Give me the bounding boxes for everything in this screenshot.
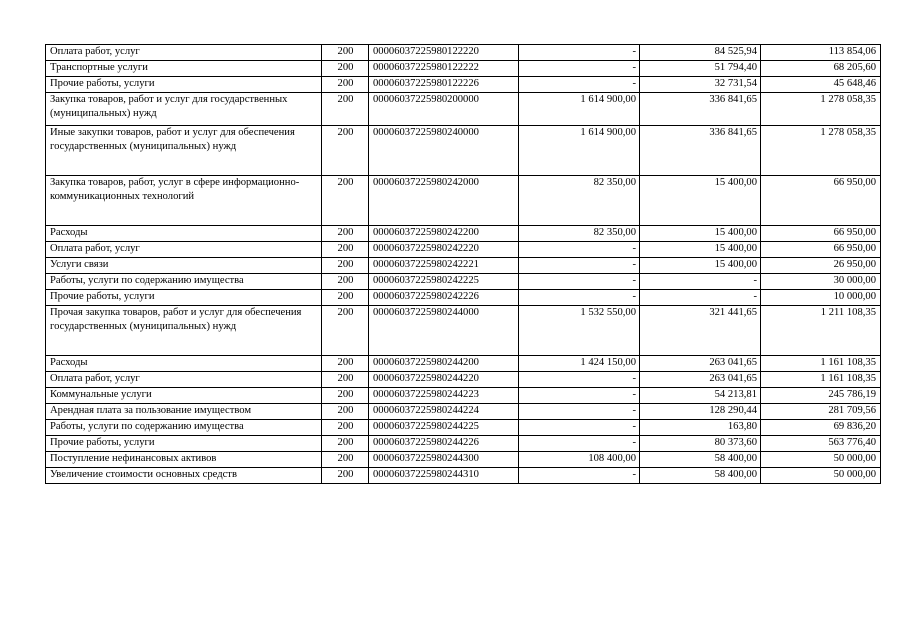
cell-executed-amount: - — [640, 290, 761, 306]
cell-budget-code: 00006037225980240000 — [369, 126, 519, 176]
cell-unexecuted-amount: 50 000,00 — [761, 452, 881, 468]
cell-unexecuted-amount: 66 950,00 — [761, 176, 881, 226]
cell-line-code: 200 — [322, 242, 369, 258]
cell-unexecuted-amount: 69 836,20 — [761, 420, 881, 436]
cell-line-code: 200 — [322, 452, 369, 468]
table-body — [46, 45, 881, 484]
cell-expense-name: Оплата работ, услуг — [46, 372, 322, 388]
cell-budget-code: 00006037225980200000 — [369, 93, 519, 126]
cell-budget-code: 00006037225980122222 — [369, 61, 519, 77]
cell-approved-amount: 82 350,00 — [519, 226, 640, 242]
cell-expense-name: Транспортные услуги — [46, 61, 322, 77]
table-row — [46, 290, 881, 306]
cell-executed-amount: 15 400,00 — [640, 226, 761, 242]
cell-unexecuted-amount: 10 000,00 — [761, 290, 881, 306]
cell-approved-amount: - — [519, 388, 640, 404]
cell-budget-code: 00006037225980244225 — [369, 420, 519, 436]
cell-unexecuted-amount: 1 278 058,35 — [761, 126, 881, 176]
cell-executed-amount: - — [640, 274, 761, 290]
table-row — [46, 404, 881, 420]
cell-line-code: 200 — [322, 468, 369, 484]
cell-budget-code: 00006037225980122226 — [369, 77, 519, 93]
table-row — [46, 226, 881, 242]
cell-expense-name: Оплата работ, услуг — [46, 45, 322, 61]
cell-executed-amount: 54 213,81 — [640, 388, 761, 404]
cell-budget-code: 00006037225980244223 — [369, 388, 519, 404]
budget-execution-table — [45, 44, 881, 484]
cell-expense-name: Услуги связи — [46, 258, 322, 274]
cell-budget-code: 00006037225980244220 — [369, 372, 519, 388]
cell-expense-name: Увеличение стоимости основных средств — [46, 468, 322, 484]
table-row — [46, 420, 881, 436]
cell-unexecuted-amount: 66 950,00 — [761, 226, 881, 242]
cell-approved-amount: - — [519, 274, 640, 290]
cell-expense-name: Закупка товаров, работ, услуг в сфере информационно-коммуникационных технологий — [46, 176, 322, 226]
cell-line-code: 200 — [322, 45, 369, 61]
table-row — [46, 372, 881, 388]
cell-line-code: 200 — [322, 404, 369, 420]
cell-executed-amount: 51 794,40 — [640, 61, 761, 77]
table-row — [46, 93, 881, 126]
cell-unexecuted-amount: 45 648,46 — [761, 77, 881, 93]
cell-unexecuted-amount: 245 786,19 — [761, 388, 881, 404]
cell-expense-name: Работы, услуги по содержанию имущества — [46, 274, 322, 290]
cell-budget-code: 00006037225980122220 — [369, 45, 519, 61]
cell-approved-amount: - — [519, 61, 640, 77]
table-row — [46, 436, 881, 452]
cell-line-code: 200 — [322, 420, 369, 436]
cell-executed-amount: 15 400,00 — [640, 176, 761, 226]
table-row — [46, 468, 881, 484]
cell-expense-name: Прочие работы, услуги — [46, 436, 322, 452]
cell-line-code: 200 — [322, 176, 369, 226]
cell-approved-amount: - — [519, 290, 640, 306]
cell-approved-amount: 108 400,00 — [519, 452, 640, 468]
cell-unexecuted-amount: 68 205,60 — [761, 61, 881, 77]
cell-executed-amount: 15 400,00 — [640, 242, 761, 258]
cell-executed-amount: 84 525,94 — [640, 45, 761, 61]
table-row — [46, 388, 881, 404]
cell-budget-code: 00006037225980242220 — [369, 242, 519, 258]
table-row — [46, 356, 881, 372]
cell-expense-name: Поступление нефинансовых активов — [46, 452, 322, 468]
cell-executed-amount: 163,80 — [640, 420, 761, 436]
cell-unexecuted-amount: 1 161 108,35 — [761, 372, 881, 388]
cell-expense-name: Коммунальные услуги — [46, 388, 322, 404]
cell-approved-amount: 82 350,00 — [519, 176, 640, 226]
table-row — [46, 258, 881, 274]
cell-budget-code: 00006037225980244224 — [369, 404, 519, 420]
cell-line-code: 200 — [322, 226, 369, 242]
cell-line-code: 200 — [322, 93, 369, 126]
cell-unexecuted-amount: 30 000,00 — [761, 274, 881, 290]
cell-approved-amount: - — [519, 242, 640, 258]
table-row — [46, 77, 881, 93]
table-row — [46, 452, 881, 468]
cell-approved-amount: 1 614 900,00 — [519, 126, 640, 176]
cell-expense-name: Иные закупки товаров, работ и услуг для обеспечения государственных (муниципальных) нужд — [46, 126, 322, 176]
cell-approved-amount: - — [519, 258, 640, 274]
table-row — [46, 306, 881, 356]
cell-unexecuted-amount: 1 161 108,35 — [761, 356, 881, 372]
cell-approved-amount: 1 614 900,00 — [519, 93, 640, 126]
cell-unexecuted-amount: 113 854,06 — [761, 45, 881, 61]
cell-executed-amount: 263 041,65 — [640, 356, 761, 372]
cell-executed-amount: 263 041,65 — [640, 372, 761, 388]
cell-line-code: 200 — [322, 372, 369, 388]
cell-executed-amount: 321 441,65 — [640, 306, 761, 356]
cell-approved-amount: - — [519, 404, 640, 420]
cell-line-code: 200 — [322, 436, 369, 452]
cell-executed-amount: 32 731,54 — [640, 77, 761, 93]
cell-unexecuted-amount: 66 950,00 — [761, 242, 881, 258]
table-row — [46, 274, 881, 290]
cell-approved-amount: - — [519, 436, 640, 452]
cell-approved-amount: 1 424 150,00 — [519, 356, 640, 372]
cell-executed-amount: 58 400,00 — [640, 452, 761, 468]
cell-executed-amount: 80 373,60 — [640, 436, 761, 452]
cell-expense-name: Работы, услуги по содержанию имущества — [46, 420, 322, 436]
cell-approved-amount: - — [519, 372, 640, 388]
cell-approved-amount: 1 532 550,00 — [519, 306, 640, 356]
cell-approved-amount: - — [519, 45, 640, 61]
cell-expense-name: Прочая закупка товаров, работ и услуг для обеспечения государственных (муниципальных) нужд — [46, 306, 322, 356]
cell-unexecuted-amount: 50 000,00 — [761, 468, 881, 484]
cell-approved-amount: - — [519, 468, 640, 484]
table-row — [46, 126, 881, 176]
cell-unexecuted-amount: 26 950,00 — [761, 258, 881, 274]
cell-line-code: 200 — [322, 77, 369, 93]
cell-executed-amount: 15 400,00 — [640, 258, 761, 274]
cell-budget-code: 00006037225980242226 — [369, 290, 519, 306]
cell-executed-amount: 336 841,65 — [640, 93, 761, 126]
table-row — [46, 176, 881, 226]
cell-executed-amount: 336 841,65 — [640, 126, 761, 176]
cell-expense-name: Расходы — [46, 226, 322, 242]
cell-expense-name: Арендная плата за пользование имуществом — [46, 404, 322, 420]
cell-approved-amount: - — [519, 420, 640, 436]
table-row — [46, 61, 881, 77]
cell-line-code: 200 — [322, 274, 369, 290]
cell-unexecuted-amount: 1 211 108,35 — [761, 306, 881, 356]
cell-budget-code: 00006037225980244200 — [369, 356, 519, 372]
cell-budget-code: 00006037225980244226 — [369, 436, 519, 452]
cell-line-code: 200 — [322, 126, 369, 176]
cell-unexecuted-amount: 281 709,56 — [761, 404, 881, 420]
cell-line-code: 200 — [322, 356, 369, 372]
cell-budget-code: 00006037225980242200 — [369, 226, 519, 242]
cell-budget-code: 00006037225980244000 — [369, 306, 519, 356]
cell-line-code: 200 — [322, 290, 369, 306]
cell-expense-name: Расходы — [46, 356, 322, 372]
cell-unexecuted-amount: 1 278 058,35 — [761, 93, 881, 126]
cell-budget-code: 00006037225980244300 — [369, 452, 519, 468]
cell-budget-code: 00006037225980242000 — [369, 176, 519, 226]
cell-expense-name: Закупка товаров, работ и услуг для государственных (муниципальных) нужд — [46, 93, 322, 126]
cell-approved-amount: - — [519, 77, 640, 93]
cell-budget-code: 00006037225980244310 — [369, 468, 519, 484]
cell-expense-name: Оплата работ, услуг — [46, 242, 322, 258]
table-row — [46, 45, 881, 61]
cell-expense-name: Прочие работы, услуги — [46, 77, 322, 93]
cell-line-code: 200 — [322, 388, 369, 404]
cell-unexecuted-amount: 563 776,40 — [761, 436, 881, 452]
table-row — [46, 242, 881, 258]
cell-executed-amount: 128 290,44 — [640, 404, 761, 420]
cell-line-code: 200 — [322, 61, 369, 77]
cell-line-code: 200 — [322, 258, 369, 274]
cell-budget-code: 00006037225980242221 — [369, 258, 519, 274]
cell-line-code: 200 — [322, 306, 369, 356]
cell-expense-name: Прочие работы, услуги — [46, 290, 322, 306]
cell-budget-code: 00006037225980242225 — [369, 274, 519, 290]
cell-executed-amount: 58 400,00 — [640, 468, 761, 484]
